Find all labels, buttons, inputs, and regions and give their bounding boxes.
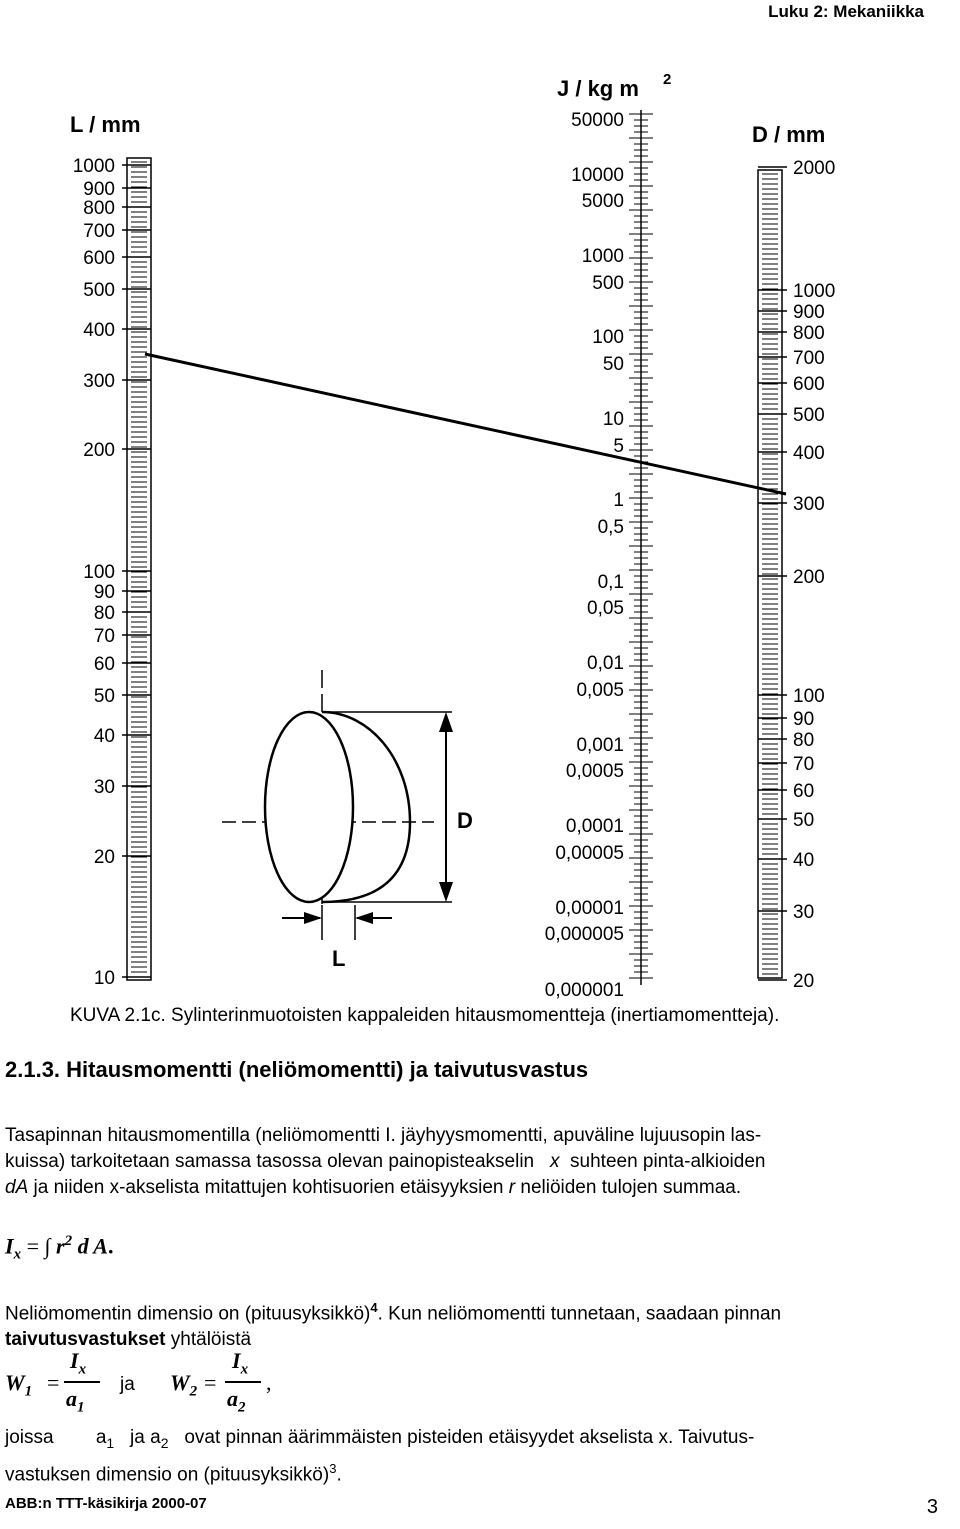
right-tick-label: 600 <box>793 374 825 395</box>
right-tick-label: 50 <box>793 810 815 831</box>
middle-tick-label: 100 <box>592 327 624 348</box>
right-tick-label: 400 <box>793 443 825 464</box>
formula-lhs-sub: x <box>13 1246 22 1263</box>
formula-da: d A <box>77 1233 108 1259</box>
var-da: dA <box>5 1177 29 1198</box>
left-tick-label: 50 <box>93 686 115 707</box>
middle-tick-label: 0,00001 <box>555 898 624 919</box>
text-run: yhtälöistä <box>170 1329 252 1351</box>
left-tick-label: 70 <box>93 626 115 647</box>
section-title: 2.1.3. Hitausmomentti (neliömomentti) ja taivutusvastus <box>5 1057 589 1082</box>
num-symbol: I <box>232 1348 241 1373</box>
num-sub: x <box>240 1361 249 1378</box>
left-tick-label: 500 <box>83 280 115 301</box>
left-tick-label: 20 <box>93 847 115 868</box>
right-tick-label: 1000 <box>793 281 836 302</box>
middle-tick-label: 0,000001 <box>544 980 624 1000</box>
den-sub: 2 <box>238 1399 246 1416</box>
bold-term: taivutusvastukset <box>5 1329 166 1351</box>
middle-tick-label: 0,000005 <box>544 924 624 945</box>
formula-eq: = <box>26 1233 39 1259</box>
middle-tick-label: 0,1 <box>597 572 624 593</box>
w1-denominator <box>66 1386 85 1416</box>
var-a1-sub: 1 <box>106 1434 115 1451</box>
cylinder-diagram <box>222 670 473 971</box>
right-tick-label: 80 <box>793 730 815 751</box>
text-run: . Kun neliömomentti tunnetaan, saadaan pinnan <box>377 1303 782 1325</box>
num-symbol: I <box>70 1348 79 1373</box>
middle-tick-label: 10000 <box>571 165 624 186</box>
var-r: r <box>508 1177 516 1198</box>
length-label: L <box>332 946 346 971</box>
right-tick-label: 90 <box>793 709 815 730</box>
var-a1: a <box>95 1427 107 1448</box>
right-tick-label: 800 <box>793 323 825 344</box>
w2-fraction-bar <box>225 1381 261 1383</box>
left-tick-label: 200 <box>83 440 115 461</box>
middle-tick-label: 0,005 <box>576 680 624 701</box>
text-run: . <box>336 1464 342 1486</box>
length-arrow-right-icon <box>304 912 322 924</box>
left-tick-label: 300 <box>83 371 115 392</box>
text-run: neliöiden tulojen summaa. <box>520 1177 742 1198</box>
figure-caption: KUVA 2.1c. Sylinterinmuotoisten kappaleiden hitausmomentteja (inertiamomentteja). <box>70 1005 780 1026</box>
right-tick-label: 100 <box>793 686 825 707</box>
den-sub: 1 <box>77 1399 85 1416</box>
middle-scale-heading: J / kg m <box>557 76 639 101</box>
middle-scale-labels <box>545 110 624 1000</box>
middle-tick-label: 1000 <box>581 246 624 267</box>
cylinder-front-face <box>265 712 353 902</box>
den-symbol: a <box>66 1386 77 1411</box>
right-tick-label: 200 <box>793 567 825 588</box>
paragraph-line <box>5 1456 960 1488</box>
middle-tick-label: 0,001 <box>576 735 624 756</box>
paragraph-line <box>5 1149 960 1175</box>
var-a2: a <box>150 1427 161 1448</box>
paragraph-line: Tasapinnan hitausmomentilla (neliömomentti I. jäyhyysmomentti, apuväline lujuusopin las- <box>5 1125 762 1146</box>
left-tick-label: 900 <box>83 179 115 200</box>
paragraph-joissa <box>5 1425 960 1488</box>
left-tick-label: 90 <box>93 582 115 603</box>
middle-tick-label: 10 <box>602 409 624 430</box>
middle-tick-label: 0,0001 <box>565 816 624 837</box>
formula-lhs: I <box>5 1233 14 1259</box>
middle-tick-label: 50 <box>602 354 624 375</box>
left-tick-label: 40 <box>93 726 115 747</box>
right-tick-label: 900 <box>793 302 825 323</box>
middle-tick-label: 50000 <box>571 110 624 131</box>
formula-comma: , <box>266 1370 272 1395</box>
right-scale-axis <box>758 167 787 980</box>
left-tick-label: 80 <box>93 603 115 624</box>
w1-sub: 1 <box>24 1383 33 1400</box>
right-tick-label: 300 <box>793 494 825 515</box>
left-tick-label: 800 <box>83 198 115 219</box>
formula-end: . <box>107 1233 114 1259</box>
text-run: ja <box>130 1427 145 1448</box>
right-tick-label: 30 <box>793 902 815 923</box>
right-tick-label: 2000 <box>793 158 836 179</box>
middle-tick-label: 5 <box>613 436 624 457</box>
w2-sub: 2 <box>189 1383 198 1400</box>
dimension-arrow-down-icon <box>439 882 453 902</box>
text-run: vastuksen dimensio on (pituusyksikkö) <box>5 1464 330 1486</box>
middle-tick-label: 0,5 <box>597 517 624 538</box>
text-run: kuissa) tarkoitetaan samassa tasossa olevan painopisteakselin <box>5 1151 535 1172</box>
middle-scale-axis <box>629 110 653 985</box>
middle-tick-label: 0,05 <box>587 598 624 619</box>
right-tick-label: 40 <box>793 850 815 871</box>
dimension-exponent: 3 <box>329 1460 337 1476</box>
footer-publication: ABB:n TTT-käsikirja 2000-07 <box>5 1495 207 1512</box>
left-tick-label: 400 <box>83 320 115 341</box>
text-run: ja niiden x-akselista mitattujen kohtisuorien etäisyyksien <box>33 1177 504 1198</box>
paragraph-dimension <box>5 1295 960 1353</box>
w2-term <box>170 1370 197 1400</box>
right-tick-label: 60 <box>793 781 815 802</box>
left-tick-label: 1000 <box>72 156 115 177</box>
right-scale-labels <box>793 158 835 992</box>
right-tick-label: 700 <box>793 348 825 369</box>
middle-tick-label: 500 <box>592 273 624 294</box>
formula-exp: 2 <box>64 1233 73 1249</box>
left-tick-label: 100 <box>83 562 115 583</box>
left-scale-axis <box>122 158 151 980</box>
middle-tick-label: 5000 <box>581 191 624 212</box>
dimension-arrow-up-icon <box>439 712 453 732</box>
chapter-header: Luku 2: Mekaniikka <box>768 2 924 21</box>
paragraph-definition <box>5 1123 960 1201</box>
integral-icon: ∫ <box>44 1233 51 1259</box>
var-x: x <box>549 1151 560 1172</box>
w2-numerator <box>232 1348 248 1378</box>
right-tick-label: 500 <box>793 405 825 426</box>
middle-tick-label: 0,01 <box>587 653 624 674</box>
var-a2-sub: 2 <box>160 1434 169 1451</box>
left-tick-label: 700 <box>83 221 115 242</box>
diameter-label: D <box>457 808 473 833</box>
formula-r: r <box>56 1233 65 1259</box>
ja-connector: ja <box>120 1374 135 1395</box>
middle-tick-label: 1 <box>613 490 624 511</box>
left-scale-heading: L / mm <box>70 112 141 137</box>
paragraph-line <box>5 1175 960 1201</box>
page-number: 3 <box>926 1496 938 1518</box>
paragraph-line <box>5 1425 960 1456</box>
num-sub: x <box>78 1361 87 1378</box>
left-tick-label: 30 <box>93 777 115 798</box>
w2-eq: = <box>204 1370 217 1395</box>
middle-tick-label: 0,0005 <box>565 761 624 782</box>
text-run: ovat pinnan äärimmäisten pisteiden etäisyydet akselista x. Taivutus- <box>184 1427 755 1448</box>
paragraph-line <box>5 1327 960 1353</box>
den-symbol: a <box>227 1386 238 1411</box>
w2-symbol-text: W <box>170 1370 190 1395</box>
w1-fraction-bar <box>64 1381 100 1383</box>
text-run: suhteen pinta-alkioiden <box>570 1151 766 1172</box>
text-run: Neliömomentin dimensio on (pituusyksikkö) <box>5 1303 371 1325</box>
w1-numerator <box>70 1348 86 1378</box>
w1-symbol-text: W <box>5 1370 25 1395</box>
dimension-exponent: 4 <box>370 1300 378 1315</box>
formula-moment-of-inertia <box>5 1233 113 1264</box>
right-tick-label: 20 <box>793 971 815 992</box>
left-tick-label: 600 <box>83 248 115 269</box>
middle-scale-heading-exponent: 2 <box>663 71 672 88</box>
right-tick-label: 70 <box>793 754 815 775</box>
left-scale-labels <box>73 156 115 989</box>
right-scale-heading: D / mm <box>752 122 826 147</box>
example-reading-line <box>145 354 786 494</box>
w1-term <box>5 1370 32 1400</box>
middle-tick-label: 0,00005 <box>555 843 624 864</box>
text-run: joissa <box>5 1427 54 1448</box>
left-tick-label: 10 <box>93 968 115 989</box>
left-tick-label: 60 <box>93 654 115 675</box>
w1-eq: = <box>47 1370 60 1395</box>
length-arrow-left-icon <box>355 912 373 924</box>
w2-denominator <box>227 1386 246 1416</box>
paragraph-line <box>5 1295 960 1327</box>
